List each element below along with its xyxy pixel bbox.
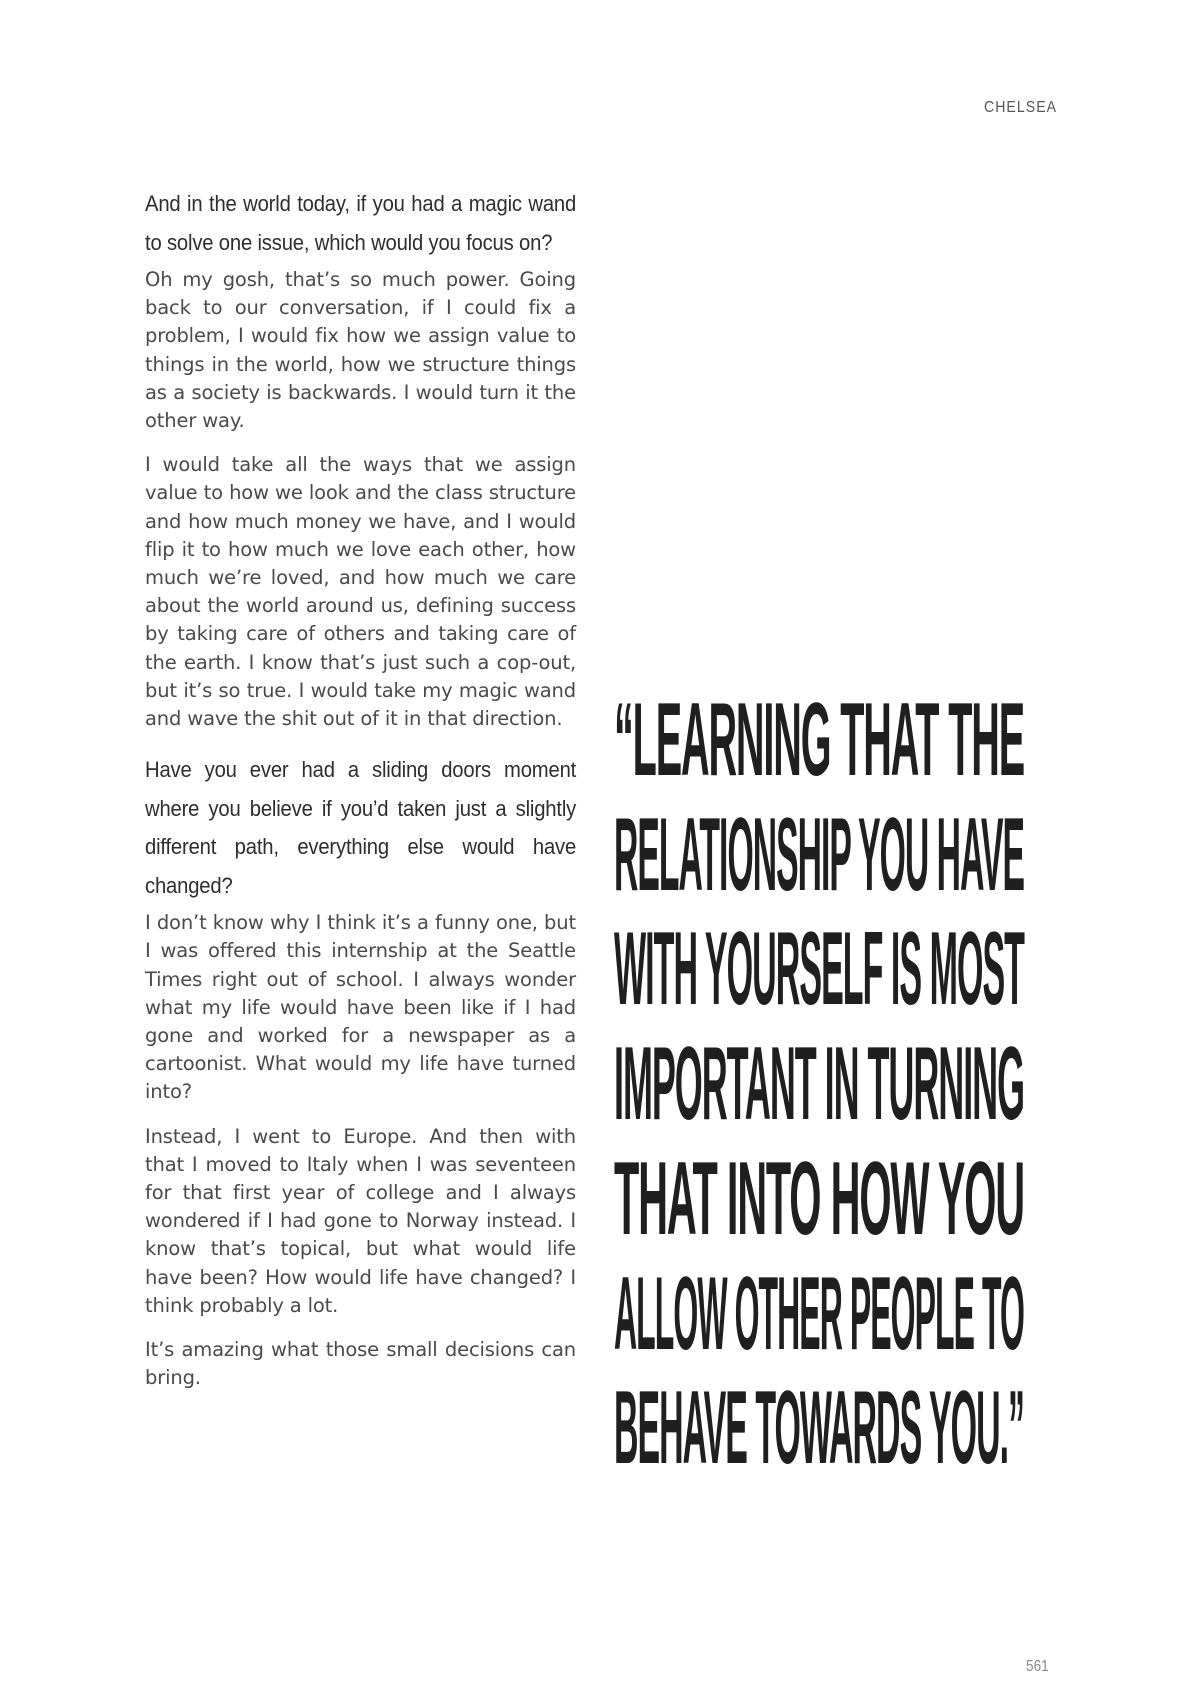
pull-quote-line: ALLOW OTHER PEOPLE TO — [614, 1255, 1024, 1372]
running-head: CHELSEA — [983, 99, 1057, 116]
interview-answer: I don’t know why I think it’s a funny one, but I was offered this internship at the Seattle Times right out of school. I always wonder what my life would have been like if I had gone and worked for a newspaper as a cartoonist. What would my life have turned into? — [145, 911, 576, 1104]
pull-quote-line: WITH YOURSELF IS MOST — [614, 911, 1024, 1028]
interview-question: And in the world today, if you had a magic wand to solve one issue, which would you focus on? — [145, 191, 577, 255]
pull-quote-line: IMPORTANT IN TURNING — [614, 1026, 1024, 1143]
interview-answer: Instead, I went to Europe. And then with that I moved to Italy when I was seventeen for that first year of college and I always wondered if I had gone to Norway instead. I know that’s topical, but what would life have been? How would life have changed? I think probably a lot. — [145, 1124, 576, 1317]
page-number: 561 — [1026, 1658, 1049, 1675]
pull-quote-line: THAT INTO HOW YOU — [614, 1140, 1024, 1257]
pull-quote — [614, 683, 1044, 1486]
pull-quote-line: “LEARNING THAT THE — [614, 682, 1024, 798]
interview-answer: I would take all the ways that we assign value to how we look and the class structure and how much money we have, and I would flip it to how much we love each other, how much we’re loved, and how much we care about the world around us, defining success by taking care of others and taking care of the earth. I know that’s just such a cop-out, but it’s so true. I would take my magic wand and wave the shit out of it in that direction. — [145, 453, 576, 731]
interview-answer: It’s amazing what those small decisions can bring. — [145, 1338, 576, 1390]
pull-quote-line: RELATIONSHIP YOU HAVE — [614, 796, 1024, 913]
pull-quote-line: BEHAVE TOWARDS YOU.” — [614, 1370, 1024, 1487]
interview-answer: Oh my gosh, that’s so much power. Going back to our conversation, if I could fix a problem, I would fix how we assign value to things in the world, how we structure things as a society is backwards. I would turn it the other way. — [145, 268, 576, 433]
interview-question: Have you ever had a sliding doors moment where you believe if you’d taken just a slightly different path, everything else would have changed? — [145, 757, 577, 898]
interview-column — [145, 185, 576, 1409]
